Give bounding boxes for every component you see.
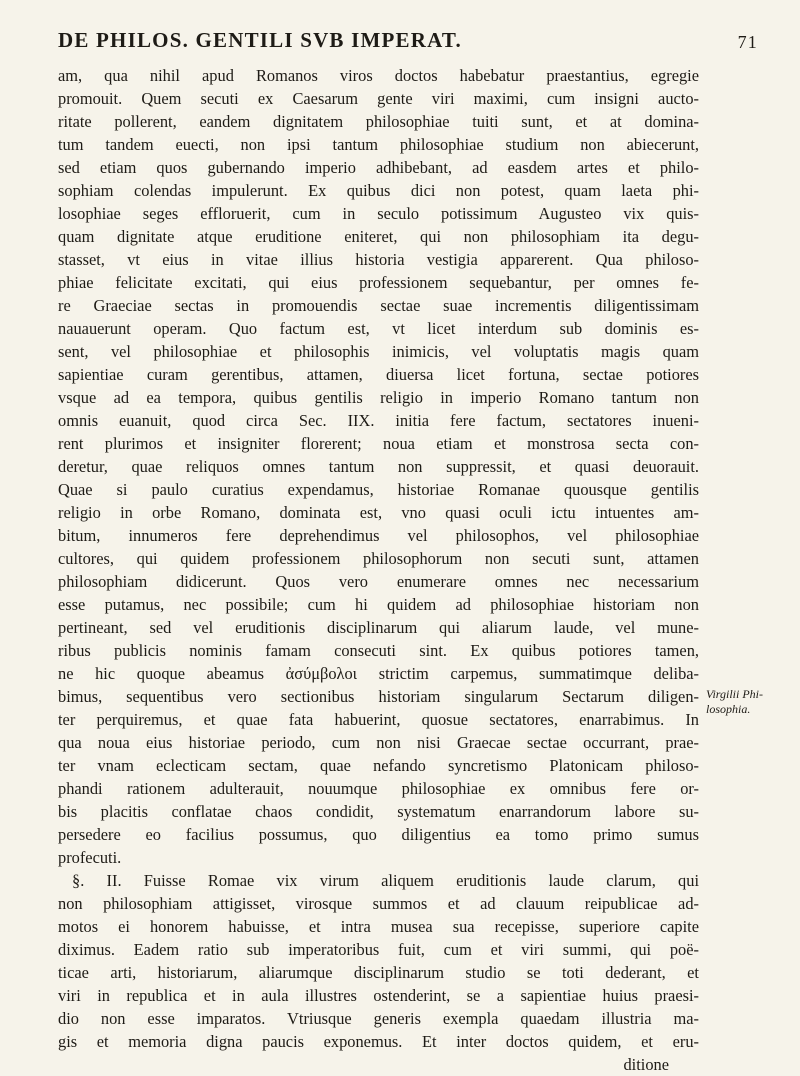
text-line: bimus, sequentibus vero sectionibus historiam singularum Sectarum diligen- — [58, 687, 699, 706]
text-line: phiae felicitate excitati, qui eius professionem sequebantur, per omnes fe- — [58, 273, 699, 292]
text-line: gis et memoria digna paucis exponemus. Et inter doctos quidem, et eru- — [58, 1032, 699, 1051]
text-line: losophiae seges effloruerit, cum in seculo potissimum Augusteo vix quis- — [58, 204, 699, 223]
text-line: sent, vel philosophiae et philosophis inimicis, vel voluptatis magis quam — [58, 342, 699, 361]
text-line: persedere eo facilius possumus, quo diligentius ea tomo primo sumus — [58, 825, 699, 844]
text-line: non philosophiam attigisset, virosque summos et ad clauum reipublicae ad- — [58, 894, 699, 913]
text-line: tum tandem euecti, non ipsi tantum philosophiae studium non abiecerunt, — [58, 135, 699, 154]
body-text — [58, 64, 699, 1076]
text-line: ticae arti, historiarum, aliarumque disciplinarum studio se toti dederant, et — [58, 963, 699, 982]
page-number: 71 — [737, 32, 758, 52]
text-line: ne hic quoque abeamus ἀσύμβολοι strictim carpemus, summatimque deliba- — [58, 664, 699, 683]
text-line: esse putamus, nec possibile; cum hi quidem ad philosophiae historiam non — [58, 595, 699, 614]
text-line: sapientiae curam gerentibus, attamen, diuersa licet fortuna, sectae potiores — [58, 365, 699, 384]
text-line: bitum, innumeros fere deprehendimus vel philosophos, vel philosophiae — [58, 526, 699, 545]
text-line: deretur, quae reliquos omnes tantum non suppressit, et quasi deuorauit. — [58, 457, 699, 476]
text-line: viri in republica et in aula illustres ostenderint, se a sapientiae huius praesi- — [58, 986, 699, 1005]
text-line: phandi rationem adulterauit, nouumque philosophiae ex omnibus fere or- — [58, 779, 699, 798]
text-line: dio non esse imparatos. Vtriusque generis exempla quaedam illustria ma- — [58, 1009, 699, 1028]
page-header — [58, 28, 758, 58]
text-line: rent plurimos et insigniter florerent; noua etiam et monstrosa secta con- — [58, 434, 699, 453]
text-line: cultores, qui quidem professionem philosophorum non secuti sunt, attamen — [58, 549, 699, 568]
text-line: profecuti. — [58, 848, 122, 867]
text-line: ter perquiremus, et quae fata habuerint, quosue sectatores, enarrabimus. In — [58, 710, 699, 729]
text-line: nauauerunt operam. Quo factum est, vt licet interdum sub dominis es- — [58, 319, 699, 338]
text-line: philosophiam didicerunt. Quos vero enumerare omnes nec necessarium — [58, 572, 699, 591]
text-line: re Graeciae sectas in promouendis sectae suae incrementis diligentissimam — [58, 296, 699, 315]
text-line: motos ei honorem habuisse, et intra musea sua recepisse, superiore capite — [58, 917, 699, 936]
text-line: diximus. Eadem ratio sub imperatoribus fuit, cum et viri summi, qui poë- — [58, 940, 699, 959]
text-line: am, qua nihil apud Romanos viros doctos habebatur praestantius, egregie — [58, 66, 699, 85]
margin-note-line: Virgilii Phi- — [706, 687, 763, 701]
text-line: quam dignitate atque eruditione eniteret, qui non philosophiam ita degu- — [58, 227, 699, 246]
text-line: Quae si paulo curatius expendamus, historiae Romanae quousque gentilis — [58, 480, 699, 499]
text-line: pertineant, sed vel eruditionis disciplinarum qui aliarum laude, vel mune- — [58, 618, 699, 637]
text-line: qua noua eius historiae periodo, cum non nisi Graecae sectae occurrant, prae- — [58, 733, 699, 752]
running-title: DE PHILOS. GENTILI SVB IMPERAT. — [58, 28, 462, 52]
text-line: ritate pollerent, eandem dignitatem philosophiae tuiti sunt, et at domina- — [58, 112, 699, 131]
text-line: vsque ad ea tempora, quibus gentilis religio in imperio Romano tantum non — [58, 388, 699, 407]
margin-note — [706, 687, 796, 717]
text-line: promouit. Quem secuti ex Caesarum gente viri maximi, cum insigni aucto- — [58, 89, 699, 108]
text-line: sophiam colendas impulerunt. Ex quibus dici non potest, quam laeta phi- — [58, 181, 699, 200]
text-line: sed etiam quos gubernando imperio adhibebant, ad easdem artes et philo- — [58, 158, 699, 177]
margin-note-line: losophia. — [706, 702, 751, 716]
text-line: stasset, vt eius in vitae illius historia vestigia apparerent. Qua philoso- — [58, 250, 699, 269]
text-line: bis placitis conflatae chaos condidit, systematum enarrandorum labore su- — [58, 802, 699, 821]
catchword-line: ditione — [623, 1055, 669, 1074]
text-line: omnis euanuit, quod circa Sec. IIX. initia fere factum, sectatores inueni- — [58, 411, 699, 430]
text-line: ter vnam eclecticam sectam, quae nefando syncretismo Platonicam philoso- — [58, 756, 699, 775]
section-start-line: §. II. Fuisse Romae vix virum aliquem eruditionis laude clarum, qui — [72, 871, 699, 890]
text-line: religio in orbe Romano, dominata est, vno quasi oculi ictu intuentes am- — [58, 503, 699, 522]
text-line: ribus publicis nominis famam consecuti sint. Ex quibus potiores tamen, — [58, 641, 699, 660]
